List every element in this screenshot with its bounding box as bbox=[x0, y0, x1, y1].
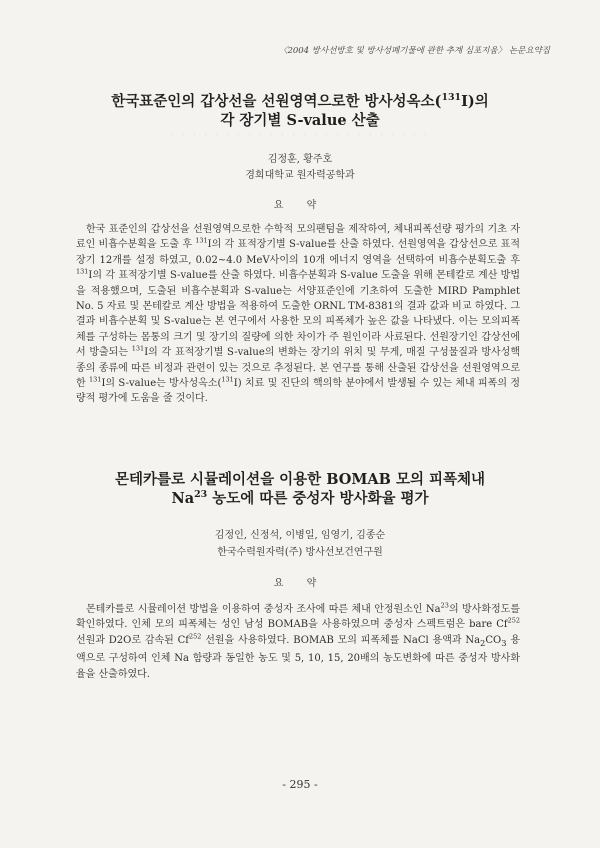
paper2-abstract bbox=[76, 602, 520, 682]
paper1-title-line1: 한국표준인의 갑상선을 선원영역으로한 방사성옥소($^{131}$I)의 bbox=[111, 92, 489, 110]
paper1-affiliation: 경희대학교 원자력공학과 bbox=[245, 170, 355, 181]
paper1-abstract-label: 요 약 bbox=[273, 200, 327, 211]
paper2-title bbox=[0, 470, 600, 508]
paper1-authors: 김정훈, 황주호 bbox=[267, 154, 333, 165]
paper2-title-line1: 몬테카를로 시뮬레이션을 이용한 BOMAB 모의 피폭체내 bbox=[114, 471, 486, 488]
paper2-authors: 김정인, 신정석, 이병일, 임영기, 김종순 bbox=[214, 530, 386, 541]
paper1-title-line2: 각 장기별 S-value 산출 bbox=[220, 112, 380, 129]
paper2-affiliation: 한국수력원자력(주) 방사선보건연구원 bbox=[217, 547, 383, 558]
paper1-title bbox=[0, 92, 600, 130]
page-number: - 295 - bbox=[282, 778, 318, 791]
paper1-abstract bbox=[76, 222, 520, 407]
paper2-title-line2: Na$^{23}$ 농도에 따른 중성자 방사화율 평가 bbox=[171, 489, 429, 507]
paper2-abstract-paragraph: 몬테카를로 시뮬레이션 방법을 이용하여 중성자 조사에 따른 체내 안정원소인 Na$^{23}$의 방사화정도를 확인하였다. 인체 모의 피폭체는 성인 남성 BOMAB을 사용하였으며 중성자 스펙트럼은 bare Cf$^{252}$ 선원과 D2O로 감속된 Cf$^{252}$ 선원을 사용하였다. BOMAB 모의 피폭체를 NaCl 용액과 $Na_2CO_3$ 용액으로 구성하여 인체 Na 함량과 동일한 농도 및 5, 10, 15, 20배의 농도변화에 따른 중성자 방사화율을 산출하였다. bbox=[76, 601, 520, 680]
paper1-abstract-paragraph: 한국 표준인의 갑상선을 선원영역으로한 수학적 모의팬텀을 제작하여, 체내피폭선량 평가의 기초 자료인 비흡수분획을 도출 후 $^{131}$I의 각 표적장기별 S-value를 산출 하였다. 선원영역을 갑상선으로 표적장기 12개를 설정 하였고, 0.02~4.0 MeV사이의 10개 에너지 영역을 선택하여 비흡수분획도출 후 $^{131}$I의 각 표적장기별 S-value를 산출 하였다. 비흡수분획과 S-value 도출을 위해 몬테칼로 계산 방법을 적용했으며, 도출된 비흡수분획과 S-value는 서양표준인에 기초하여 도출한 MIRD Pamphlet No. 5 자료 및 몬테칼로 계산 방법을 적용하여 도출한 ORNL TM-8381의 결과 값과 비교 하였다. 그 결과 비흡수분획 및 S-value는 본 연구에서 사용한 모의 피폭체가 높은 값을 나타냈다. 이는 모의피폭체를 구성하는 몸통의 크기 및 장기의 질량에 의한 차이가 주 원인이라 사료된다. 선원장기인 갑상선에서 방출되는 $^{131}$I의 각 표적장기별 S-value의 변화는 장기의 위치 및 무게, 매질 구성물질과 방사성핵종의 종류에 따른 비정과 관련이 있는 것으로 추정된다. 본 연구를 통해 산출된 갑상선을 선원영역으로한 $^{131}$I의 S-value는 방사성옥소($^{131}$I) 치료 및 진단의 핵의학 분야에서 발생될 수 있는 체내 피폭의 정량적 평가에 도움을 줄 것이다. bbox=[76, 224, 520, 405]
paper2-abstract-label: 요 약 bbox=[273, 578, 327, 589]
bleed-through-text: · · · · · · · · · · · · · · · · · · · · · · · · bbox=[170, 128, 430, 141]
running-header: 〈2004 방사선방호 및 방사성폐기물에 관한 추계 심포지움〉 논문요약집 bbox=[278, 46, 550, 56]
